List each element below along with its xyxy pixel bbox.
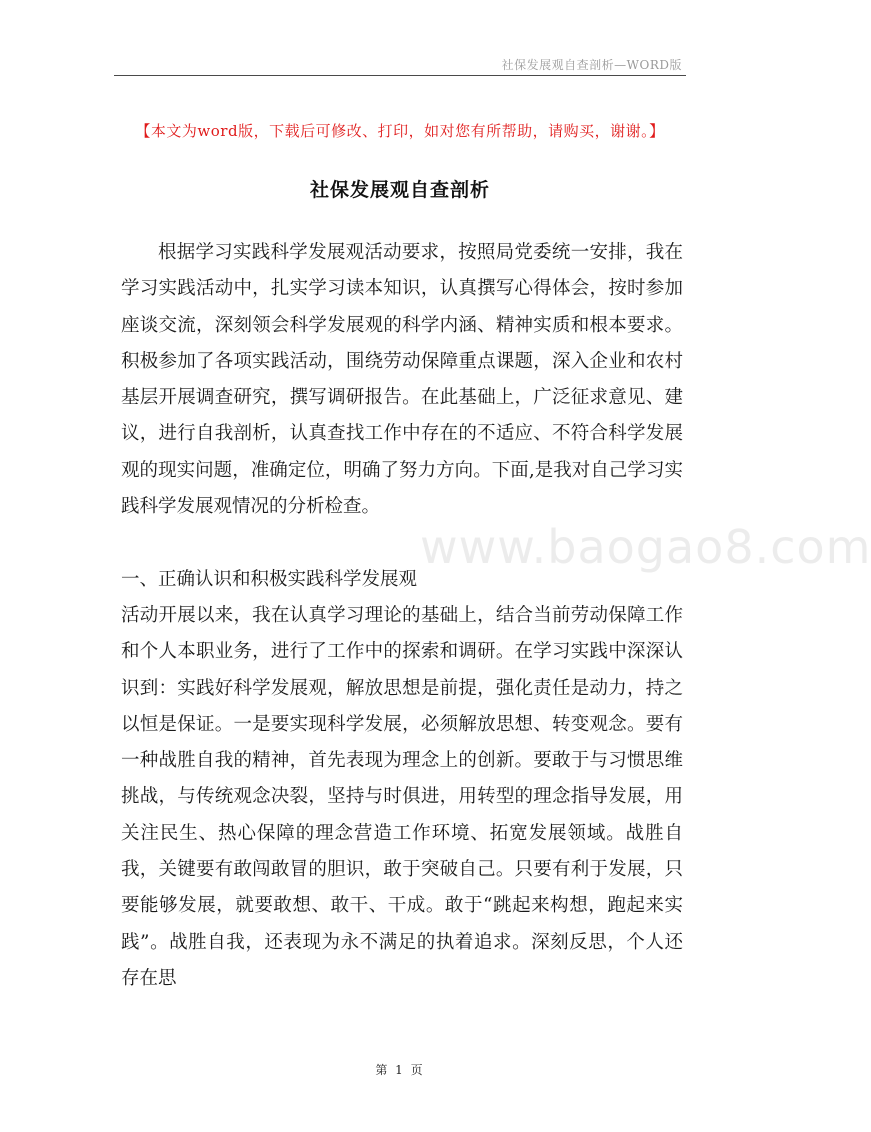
- section-heading-1: 一、正确认识和积极实践科学发展观: [121, 569, 418, 590]
- document-title: 社保发展观自查剖析: [309, 179, 490, 201]
- running-header: 社保发展观自查剖析—WORD版: [501, 58, 682, 72]
- page-number: 第 1 页: [375, 1063, 425, 1077]
- paragraph-intro: 根据学习实践科学发展观活动要求，按照局党委统一安排，我在学习实践活动中，扎实学习读本知识，认真撰写心得体会，按时参加座谈交流，深刻领会科学发展观的科学内涵、精神实质和根本要求。积极参加了各项实践活动，围绕劳动保障重点课题，深入企业和农村基层开展调查研究，撰写调研报告。在此基础上，广泛征求意见、建议，进行自我剖析，认真查找工作中存在的不适应、不符合科学发展观的现实问题，准确定位，明确了努力方向。下面,是我对自己学习实践科学发展观情况的分析检查。: [121, 242, 683, 518]
- watermark: www.baogao8.com: [420, 520, 871, 574]
- paragraph-section-1: 活动开展以来，我在认真学习理论的基础上，结合当前劳动保障工作和个人本职业务，进行了工作中的探索和调研。在学习实践中深深认识到：实践好科学发展观，解放思想是前提，强化责任是动力，持之以恒是保证。一是要实现科学发展，必须解放思想、转变观念。要有一种战胜自我的精神，首先表现为理念上的创新。要敢于与习惯思维挑战，与传统观念决裂，坚持与时俱进，用转型的理念指导发展，用关注民生、热心保障的理念营造工作环境、拓宽发展领域。战胜自我，关键要有敢闯敢冒的胆识，敢于突破自己。只要有利于发展，只要能够发展，就要敢想、敢干、干成。敢于“跳起来构想，跑起来实践”。战胜自我，还表现为永不满足的执着追求。深刻反思，个人还存在思: [121, 605, 683, 989]
- header-divider: [114, 75, 686, 76]
- download-notice: 【本文为word版，下载后可修改、打印，如对您有所帮助，请购买，谢谢。】: [135, 122, 665, 140]
